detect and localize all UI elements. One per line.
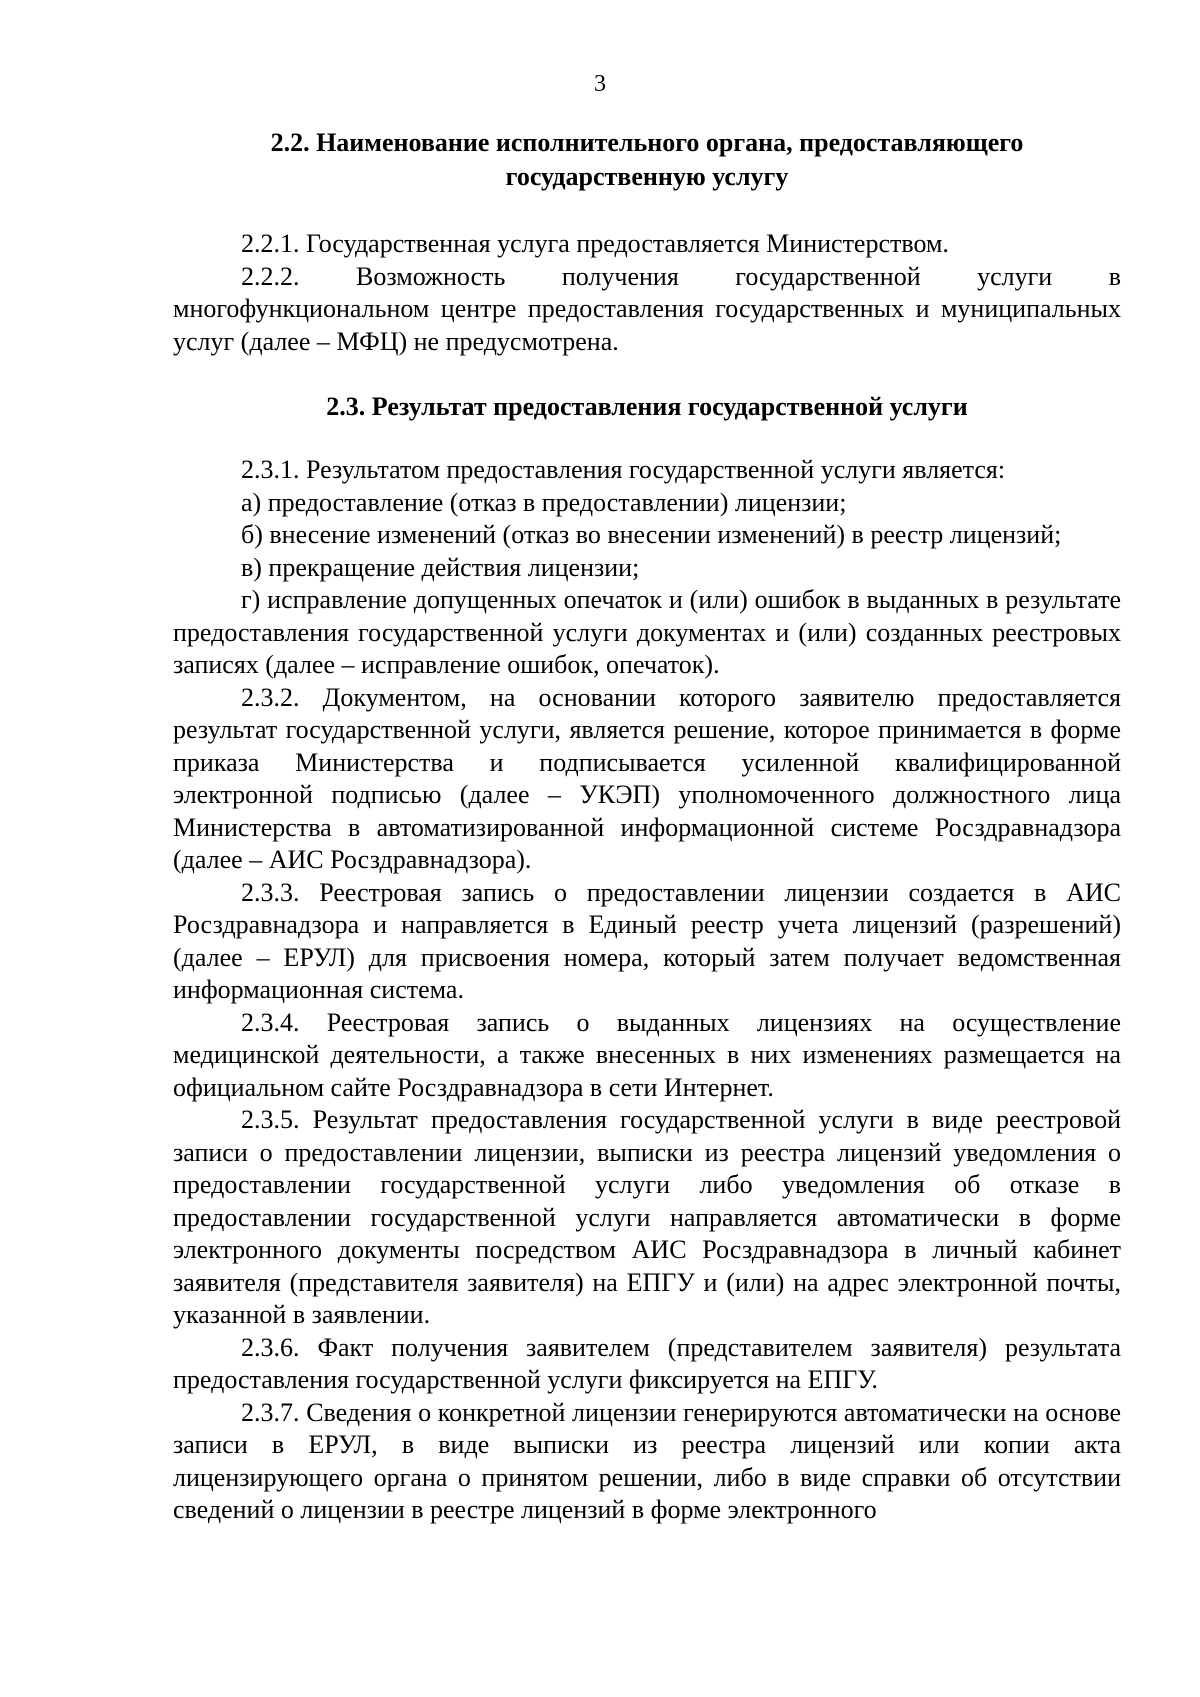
- paragraph-2-2-1: 2.2.1. Государственная услуга предоставляется Министерством.: [241, 229, 949, 258]
- paragraph-2-3-2: 2.3.2. Документом, на основании которого заявителю предоставляется результат государственной услуги, является решение, которое принимается в форме приказа Министерства и подписывается усиленной квалифицированной электронной подписью (далее – УКЭП) уполномоченного должностного лица Министерства в автоматизированной информационной системе Росздравнадзора (далее – АИС Росздравнадзора).: [173, 682, 1121, 874]
- list-item-g: г) исправление допущенных опечаток и (или) ошибок в выданных в результате предоставления государственной услуги документах и (или) созданных реестровых записях (далее – исправление ошибок, опечаток).: [173, 585, 1121, 679]
- paragraph-2-3-1: 2.3.1. Результатом предоставления государственной услуги является:: [241, 455, 1006, 484]
- section-heading-2-3: 2.3. Результат предоставления государственной услуги: [326, 392, 968, 421]
- page-number: 3: [594, 71, 606, 97]
- list-item-b: б) внесение изменений (отказ во внесении изменений) в реестр лицензий;: [241, 520, 1062, 549]
- document-body: [173, 126, 1121, 1527]
- paragraph-2-3-4: 2.3.4. Реестровая запись о выданных лицензиях на осуществление медицинской деятельности, а также внесенных в них изменениях размещается на официальном сайте Росздравнадзора в сети Интернет.: [173, 1007, 1121, 1102]
- paragraph-2-3-7: 2.3.7. Сведения о конкретной лицензии генерируются автоматически на основе записи в ЕРУЛ, в виде выписки из реестра лицензий или копии акта лицензирующего органа о принятом решении, либо в виде справки об отсутствии сведений о лицензии в реестре лицензий в форме электронного: [173, 1397, 1121, 1524]
- section-heading-2-2: 2.2. Наименование исполнительного органа, предоставляющего государственную услугу: [270, 128, 1024, 191]
- paragraph-2-3-3: 2.3.3. Реестровая запись о предоставлении лицензии создается в АИС Росздравнадзора и направляется в Единый реестр учета лицензий (разрешений) (далее – ЕРУЛ) для присвоения номера, который затем получает ведомственная информационная система.: [173, 877, 1121, 1004]
- paragraph-2-3-6: 2.3.6. Факт получения заявителем (представителем заявителя) результата предоставления государственной услуги фиксируется на ЕПГУ.: [173, 1332, 1121, 1394]
- paragraph-2-2-2: 2.2.2. Возможность получения государственной услуги в многофункциональном центре предоставления государственных и муниципальных услуг (далее – МФЦ) не предусмотрена.: [173, 261, 1121, 356]
- list-item-a: а) предоставление (отказ в предоставлении) лицензии;: [241, 487, 847, 517]
- list-item-v: в) прекращение действия лицензии;: [241, 552, 640, 582]
- paragraph-2-3-5: 2.3.5. Результат предоставления государственной услуги в виде реестровой записи о предоставлении лицензии, выписки из реестра лицензий уведомления о предоставлении государственной услуги либо уведомления об отказе в предоставлении государственной услуги направляется автоматически в форме электронного документы посредством АИС Росздравнадзора в личный кабинет заявителя (представителя заявителя) на ЕПГУ и (или) на адрес электронной почты, указанной в заявлении.: [173, 1105, 1121, 1329]
